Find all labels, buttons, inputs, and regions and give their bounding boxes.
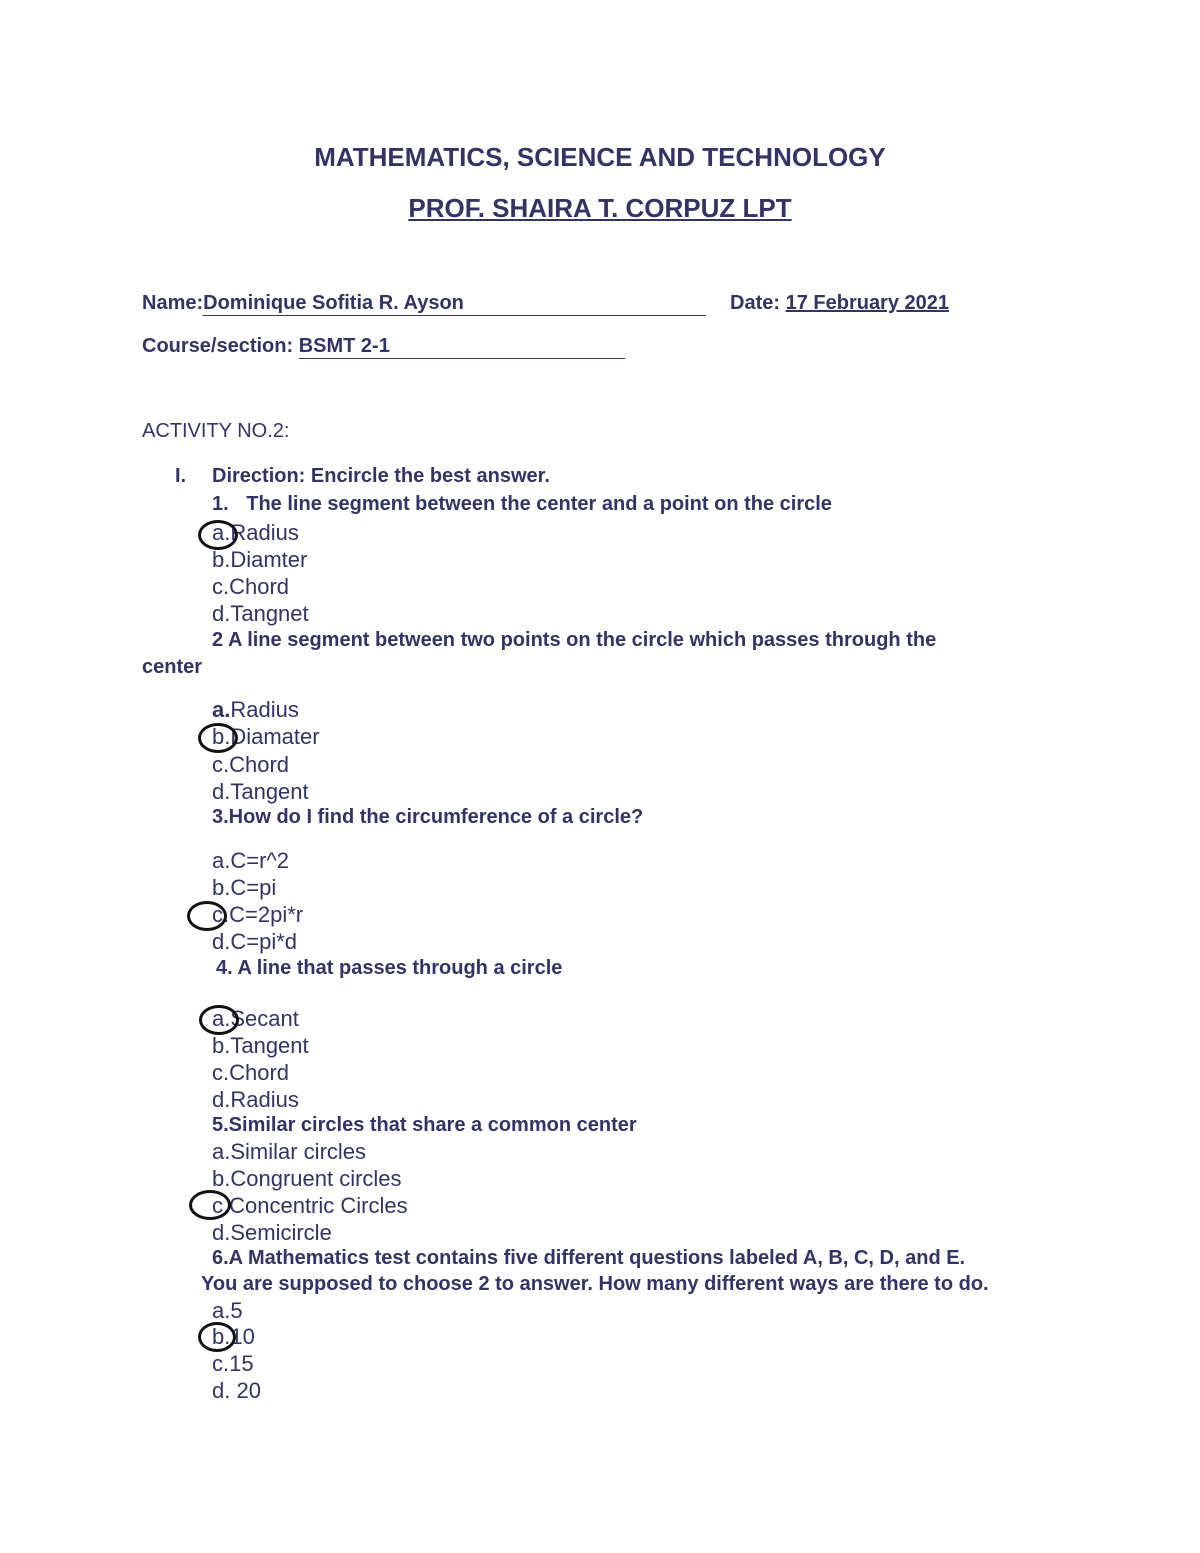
course-field — [142, 335, 625, 359]
q3-option-c: c.C=2pi*r — [212, 902, 304, 927]
question-1-number: 1. — [212, 493, 229, 515]
q6-option-a: a.5 — [212, 1298, 243, 1323]
q2-option-c: c.Chord — [212, 752, 290, 777]
document-title: MATHEMATICS, SCIENCE AND TECHNOLOGY — [314, 142, 886, 172]
q6-option-b: b.10 — [212, 1324, 255, 1349]
q3-option-d: d.C=pi*d — [212, 929, 298, 954]
q5-option-b: b.Congruent circles — [212, 1166, 402, 1191]
q4-option-b: b.Tangent — [212, 1033, 309, 1058]
q2-option-d: d.Tangent — [212, 779, 309, 804]
course-label: Course/section: — [142, 335, 294, 357]
course-value: BSMT 2-1 — [299, 335, 625, 359]
q4-option-c: c.Chord — [212, 1060, 290, 1085]
q2-option-a-text: Radius — [230, 697, 299, 722]
date-label: Date: — [730, 292, 781, 314]
q5-option-d: d.Semicircle — [212, 1220, 332, 1245]
professor-name — [0, 193, 1200, 224]
q1-option-d: d.Tangnet — [212, 601, 309, 626]
section-numeral: I. — [175, 465, 187, 487]
q2-option-a-prefix: a. — [212, 697, 231, 722]
q3-option-a: a.C=r^2 — [212, 848, 289, 873]
q4-option-a: a.Secant — [212, 1006, 299, 1031]
q5-answer-circle — [189, 1190, 231, 1220]
professor-name-text: PROF. SHAIRA T. CORPUZ LPT — [408, 193, 792, 223]
question-2-line1: 2 A line segment between two points on the circle which passes through the — [212, 629, 937, 651]
q6-option-d: d. 20 — [212, 1378, 261, 1403]
q6-option-c: c.15 — [212, 1351, 254, 1376]
q3-answer-circle — [187, 901, 227, 931]
question-2-line2: center — [142, 656, 203, 678]
q1-option-a: a.Radius — [212, 520, 299, 545]
name-field — [142, 292, 706, 316]
question-1 — [212, 493, 832, 516]
question-6-line1: 6.A Mathematics test contains five different questions labeled A, B, C, D, and E. — [212, 1247, 966, 1269]
q2-option-b: b.Diamater — [212, 724, 320, 749]
question-4: 4. A line that passes through a circle — [216, 957, 563, 979]
q1-answer-circle — [198, 520, 238, 550]
question-5: 5.Similar circles that share a common center — [212, 1114, 637, 1136]
date-field — [730, 292, 949, 315]
question-6-line2: You are supposed to choose 2 to answer. How many different ways are there to do. — [201, 1273, 989, 1295]
direction-text: Direction: Encircle the best answer. — [212, 465, 550, 487]
q1-option-b: b.Diamter — [212, 547, 308, 572]
q1-option-c: c.Chord — [212, 574, 290, 599]
q4-answer-circle — [199, 1005, 239, 1035]
q4-option-d: d.Radius — [212, 1087, 299, 1112]
q5-option-c: c.Concentric Circles — [212, 1193, 408, 1218]
q6-answer-circle — [198, 1322, 236, 1352]
q3-option-b: b.C=pi — [212, 875, 277, 900]
q2-option-a — [212, 697, 299, 723]
name-value: Dominique Sofitia R. Ayson — [203, 292, 706, 316]
question-3: 3.How do I find the circumference of a circle? — [212, 806, 644, 828]
question-1-text: The line segment between the center and a point on the circle — [246, 493, 832, 515]
date-value: 17 February 2021 — [785, 292, 950, 314]
q2-answer-circle — [198, 723, 238, 753]
name-label: Name: — [142, 292, 204, 314]
q5-option-a: a.Similar circles — [212, 1139, 367, 1164]
activity-title: ACTIVITY NO.2: — [142, 420, 290, 442]
